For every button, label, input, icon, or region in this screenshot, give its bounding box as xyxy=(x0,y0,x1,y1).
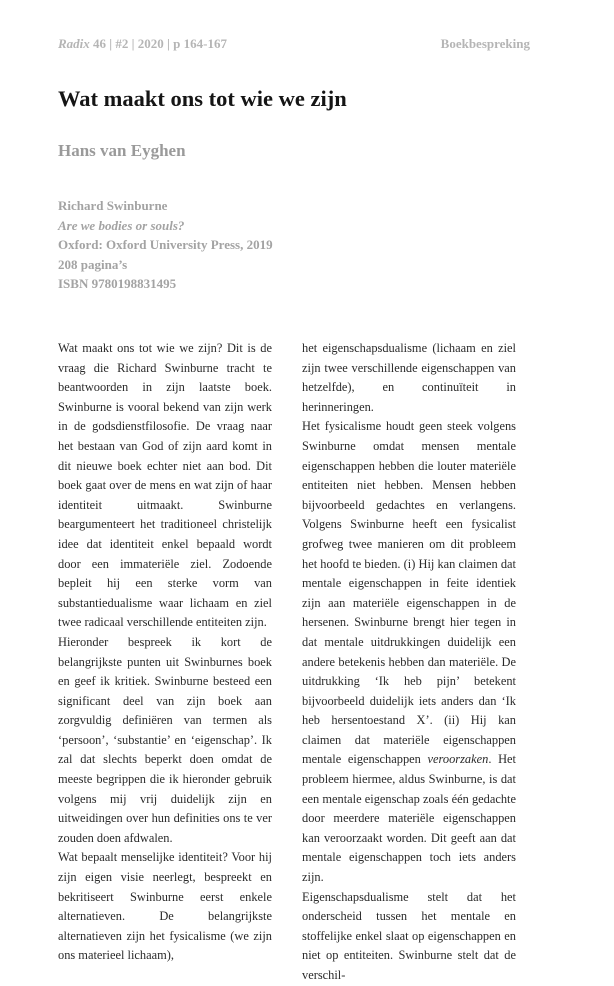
text-run: Het fysicalisme houdt geen steek volgens Swinburne omdat mensen mentale eigenschappen hebben die louter materiële entiteiten niet hebben. Mensen hebben bijvoorbeeld gedachtes en verlangens. Volgens Swinburne heeft een fysicalist grofweg twee manieren om dit probleem het hoofd te bieden. (i) Hij kan claimen dat mentale eigenschappen in feite identiek zijn aan materiële eigenschappen in de hersenen. Swinburne brengt hier tegen in dat mentale uitdrukkingen duidelijk een andere betekenis hebben dan materiële. De uitdrukking ‘Ik heb pijn’ betekent bijvoorbeeld duidelijk iets anders dan ‘Ik heb hersentoestand X’. (ii) Hij kan claimen dat materiële eigenschappen mentale eigenschappen xyxy=(302,419,516,767)
paragraph: Eigenschapsdualisme stelt dat het onderscheid tussen het mentale en stoffelijke enkel slaat op eigenschappen en niet op entiteiten. Swinburne stelt dat de verschil- xyxy=(302,889,516,982)
paragraph: Wat maakt ons tot wie we zijn? Dit is de vraag die Richard Swinburne tracht te beantwoorden in zijn laatste boek. Swinburne is vooral bekend van zijn werk in de godsdienstfilosofie. De vraag naar het bestaan van God of zijn aard komt in dit nieuwe boek echter niet aan bod. Dit boek gaat over de mens en wat zijn of haar identiteit uitmaakt. Swinburne beargumenteert het traditioneel christelijk idee dat identiteit enkel bepaald wordt door een immateriële ziel. Zodoende bepleit hij een sterke vorm van substantiedualisme waar lichaam en ziel twee radicaal verschillende entiteiten zijn. xyxy=(58,341,272,630)
issue-pages: 46 | #2 | 2020 | p 164-167 xyxy=(89,36,227,51)
text-run: . Het probleem hiermee, aldus Swinburne, is dat een mentale eigenschap zoals één gedachte door meerdere materiële eigenschappen kan veroorzaakt worden. Dit geeft aan dat mentale eigenschappen toch iets anders zijn. xyxy=(302,752,516,885)
book-isbn: ISBN 9780198831495 xyxy=(58,276,177,292)
paragraph xyxy=(302,417,516,887)
paragraph: Wat bepaalt menselijke identiteit? Voor hij zijn eigen visie neerlegt, bespreekt en bekritiseert Swinburne eerst enkele alternatieven. De belangrijkste alternatieven zijn het fysicalisme (we zijn ons materieel lichaam), xyxy=(58,850,272,963)
running-header xyxy=(58,36,530,54)
body-column-right xyxy=(302,339,516,986)
paragraph: Hieronder bespreek ik kort de belangrijkste punten uit Swinburnes boek en geef ik kritiek. Swinburne besteed een significant deel van zijn boek aan zorgvuldig definiëren van termen als ‘persoon’, ‘substantie’ en ‘eigenschap’. Ik zal dat slechts beperkt doen omdat de meeste begrippen die ik hieronder gebruik volgens mij vrij duidelijk zijn en uitweidingen over hun definities ons te ver zouden doen afdwalen. xyxy=(58,634,272,845)
paragraph: het eigenschapsdualisme (lichaam en ziel zijn twee verschillende eigenschappen van hetzelfde), en continuïteit in herinneringen. xyxy=(302,341,516,414)
book-pages: 208 pagina’s xyxy=(58,256,128,272)
article-author: Hans van Eyghen xyxy=(58,141,186,160)
book-publisher: Oxford: Oxford University Press, 2019 xyxy=(58,237,273,253)
body-column-left xyxy=(58,339,272,966)
emphasis: veroorzaken xyxy=(427,752,489,767)
book-title: Are we bodies or souls? xyxy=(58,217,185,233)
book-author: Richard Swinburne xyxy=(58,198,168,213)
section-label: Boekbespreking xyxy=(440,36,530,51)
article-title: Wat maakt ons tot wie we zijn xyxy=(58,86,347,111)
journal-name: Radix xyxy=(58,36,90,51)
journal-citation xyxy=(58,36,227,52)
book-details xyxy=(58,196,273,294)
